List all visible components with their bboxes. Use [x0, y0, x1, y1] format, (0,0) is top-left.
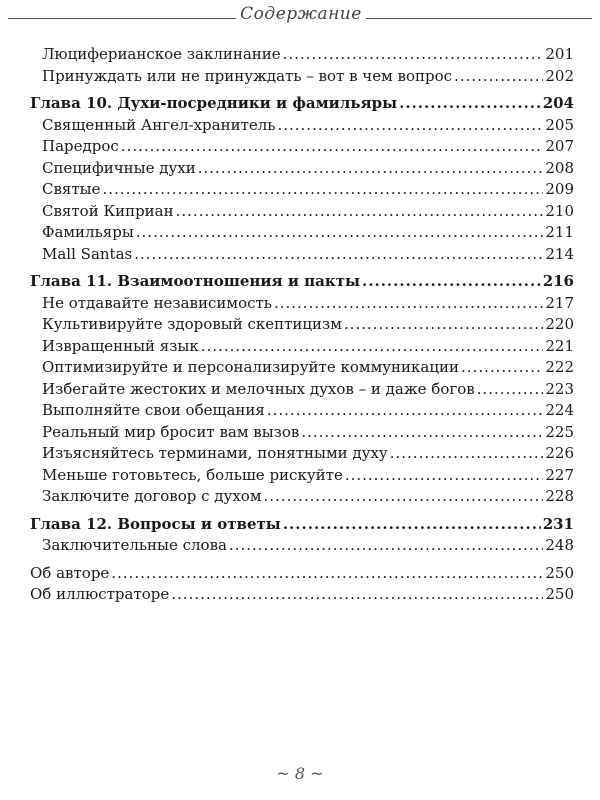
toc-entry-title: Глава 12. Вопросы и ответы — [30, 514, 281, 533]
dot-leader — [171, 584, 543, 606]
toc-entry — [30, 179, 574, 201]
toc-entry — [30, 44, 574, 66]
toc-entry — [30, 66, 574, 88]
dot-leader — [461, 357, 543, 379]
toc-chapter-entry — [30, 271, 574, 293]
toc-entry-title: Паредрос — [42, 137, 119, 155]
toc-entry-title: Священный Ангел-хранитель — [42, 115, 276, 134]
toc-entry-title: Культивируйте здоровый скептицизм — [42, 315, 342, 333]
toc-entry — [30, 244, 574, 266]
toc-entry — [30, 422, 574, 444]
toc-chapter-entry — [30, 514, 574, 536]
toc-chapter-entry — [30, 93, 574, 115]
dot-leader — [399, 93, 541, 115]
toc-entry — [30, 357, 574, 379]
dot-leader — [121, 136, 544, 158]
toc-entry-page: 226 — [545, 444, 574, 462]
dot-leader — [134, 244, 543, 266]
dot-leader — [264, 486, 544, 508]
dot-leader — [301, 422, 543, 444]
toc-entry-page: 201 — [545, 45, 574, 63]
toc-entry — [30, 465, 574, 487]
toc-entry — [30, 443, 574, 465]
toc-entry-title: Святые — [42, 180, 101, 198]
toc-entry-page: 220 — [545, 315, 574, 333]
toc-entry — [30, 158, 574, 180]
dot-leader — [136, 222, 544, 244]
toc-entry — [30, 293, 574, 315]
toc-entry-page: 202 — [545, 66, 574, 85]
toc-entry-page: 207 — [545, 137, 574, 155]
toc-entry-page: 224 — [545, 401, 574, 419]
dot-leader — [274, 293, 543, 315]
toc-entry-title: Меньше готовьтесь, больше рискуйте — [42, 465, 343, 484]
toc-entry-page: 225 — [545, 422, 574, 441]
toc-entry-page: 214 — [545, 244, 574, 263]
toc-entry-page: 204 — [542, 94, 574, 112]
dot-leader — [198, 158, 544, 180]
toc-entry-page: 227 — [545, 465, 574, 484]
toc-entry — [30, 201, 574, 223]
toc-entry — [30, 314, 574, 336]
dot-leader — [344, 314, 543, 336]
toc-entry-page: 216 — [542, 272, 574, 290]
toc-entry — [30, 336, 574, 358]
toc-entry — [30, 115, 574, 137]
toc-entry-title: Оптимизируйте и персонализируйте коммуникации — [42, 358, 460, 376]
dot-leader — [229, 535, 543, 557]
toc-entry-title: Фамильяры — [42, 223, 134, 241]
toc-entry-page: 223 — [545, 379, 574, 398]
dot-leader — [267, 400, 544, 422]
toc-entry-title: Об иллюстраторе — [30, 585, 170, 603]
page-number: ~ 8 ~ — [276, 764, 324, 783]
toc-entry — [30, 584, 574, 606]
toc-entry-page: 222 — [545, 358, 574, 376]
toc-entry-page: 208 — [545, 158, 574, 177]
page-header — [0, 0, 600, 40]
dot-leader — [201, 336, 544, 358]
toc-entry-page: 210 — [545, 201, 574, 220]
dot-leader — [111, 563, 543, 585]
dot-leader — [390, 443, 544, 465]
toc-entry-page: 221 — [545, 336, 574, 355]
dot-leader — [345, 465, 544, 487]
toc-entry-page: 228 — [545, 487, 574, 505]
toc-entry-title: Реальный мир бросит вам вызов — [42, 422, 300, 441]
table-of-contents — [30, 44, 574, 606]
dot-leader — [283, 44, 544, 66]
toc-entry — [30, 222, 574, 244]
toc-entry — [30, 563, 574, 585]
toc-entry-page: 248 — [545, 536, 574, 554]
header-rule-right — [366, 18, 592, 19]
toc-entry-title: Mall Santas — [42, 244, 133, 263]
dot-leader — [283, 514, 541, 536]
toc-entry-title: Заключите договор с духом — [42, 487, 262, 505]
toc-entry-title: Не отдавайте независимость — [42, 293, 272, 312]
toc-entry-page: 250 — [545, 563, 574, 582]
toc-entry-title: Заключительные слова — [42, 536, 227, 554]
dot-leader — [362, 271, 541, 293]
toc-entry — [30, 379, 574, 401]
toc-entry — [30, 486, 574, 508]
toc-entry-title: Люциферианское заклинание — [42, 45, 281, 63]
toc-entry-title: Об авторе — [30, 563, 110, 582]
toc-entry-title: Принуждать или не принуждать – вот в чем вопрос — [42, 66, 453, 85]
toc-entry-page: 217 — [545, 293, 574, 312]
toc-entry-title: Выполняйте свои обещания — [42, 401, 265, 419]
toc-entry-title: Специфичные духи — [42, 158, 196, 177]
toc-entry — [30, 400, 574, 422]
toc-entry-title: Глава 10. Духи-посредники и фамильяры — [30, 94, 398, 112]
toc-entry-title: Глава 11. Взаимоотношения и пакты — [30, 272, 361, 290]
header-rule-left — [8, 18, 236, 19]
dot-leader — [454, 66, 543, 88]
toc-entry-page: 231 — [542, 514, 574, 533]
toc-entry-title: Избегайте жестоких и мелочных духов – и даже богов — [42, 379, 475, 398]
toc-entry-title: Святой Киприан — [42, 201, 174, 220]
toc-entry — [30, 535, 574, 557]
toc-entry-page: 211 — [545, 223, 574, 241]
toc-entry-page: 250 — [545, 585, 574, 603]
running-head-title: Содержание — [240, 4, 362, 24]
toc-entry-title: Изъясняйтесь терминами, понятными духу — [42, 444, 388, 462]
toc-entry-title: Извращенный язык — [42, 336, 199, 355]
dot-leader — [277, 115, 543, 137]
dot-leader — [103, 179, 544, 201]
toc-entry-page: 205 — [545, 115, 574, 134]
dot-leader — [176, 201, 544, 223]
toc-entry — [30, 136, 574, 158]
toc-entry-page: 209 — [545, 180, 574, 198]
dot-leader — [477, 379, 544, 401]
